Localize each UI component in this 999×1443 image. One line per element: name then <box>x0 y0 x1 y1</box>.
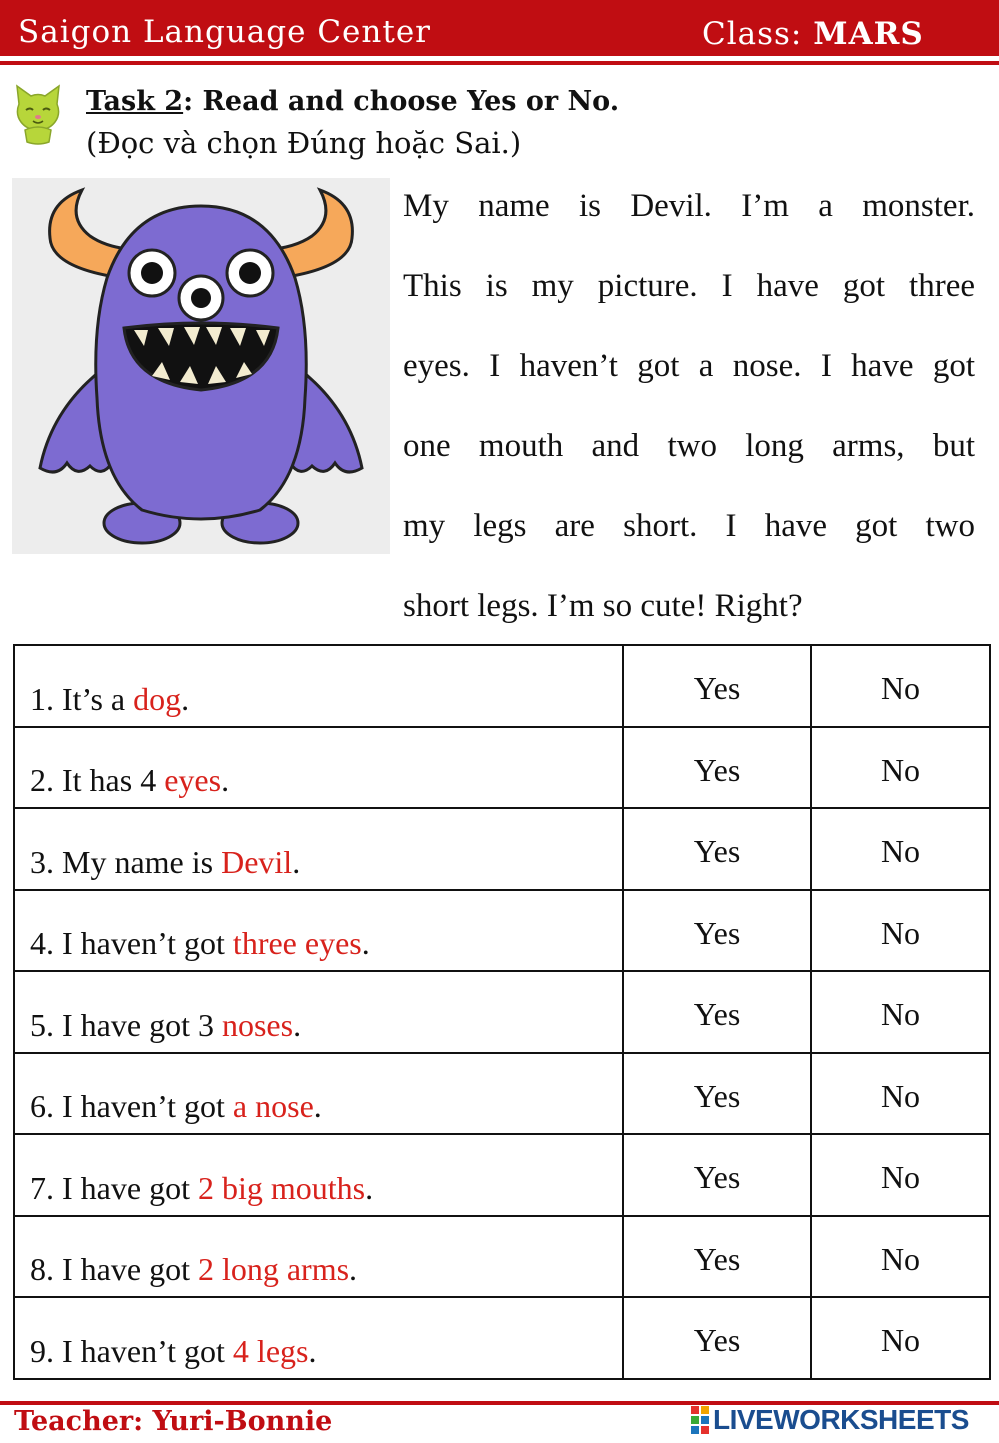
passage-line: This is my picture. I have got three <box>403 268 975 304</box>
yes-option[interactable]: Yes <box>623 890 811 972</box>
passage-line: short legs. I’m so cute! Right? <box>403 588 803 624</box>
class-info <box>702 16 924 52</box>
no-option[interactable]: No <box>811 808 990 890</box>
question-suffix: . <box>293 1006 302 1043</box>
table-row <box>14 808 990 890</box>
question-suffix: . <box>292 843 301 880</box>
question-suffix: . <box>361 925 370 961</box>
question-text <box>14 1053 623 1135</box>
no-option[interactable]: No <box>811 1216 990 1298</box>
liveworksheets-logo-icon <box>691 1406 709 1434</box>
task-translation: (Đọc và chọn Đúng hoặc Sai.) <box>86 126 522 160</box>
task-title <box>86 86 619 117</box>
yes-option[interactable]: Yes <box>623 1134 811 1216</box>
question-keyword: eyes <box>164 762 222 798</box>
task-instruction: : Read and choose Yes or No. <box>183 86 620 117</box>
yes-option[interactable]: Yes <box>623 1216 811 1298</box>
no-option[interactable]: No <box>811 1297 990 1379</box>
question-text <box>14 1216 623 1298</box>
header-divider <box>0 61 999 65</box>
question-prefix: 5. I have got 3 <box>30 1006 222 1043</box>
table-row <box>14 1216 990 1298</box>
question-suffix: . <box>349 1251 358 1287</box>
header-bar <box>0 0 999 56</box>
question-prefix: 4. I haven’t got <box>30 925 233 961</box>
question-text <box>14 808 623 890</box>
no-option[interactable]: No <box>811 727 990 809</box>
school-name: Saigon Language Center <box>18 14 431 50</box>
passage-line: My name is Devil. I’m a monster. <box>403 188 975 224</box>
yes-option[interactable]: Yes <box>623 727 811 809</box>
question-table <box>13 644 991 1380</box>
table-row <box>14 727 990 809</box>
monster-illustration <box>12 178 390 554</box>
no-option[interactable]: No <box>811 645 990 727</box>
question-keyword: dog <box>133 680 182 717</box>
question-suffix: . <box>365 1169 374 1206</box>
question-prefix: 6. I haven’t got <box>30 1088 233 1124</box>
question-prefix: 1. It’s a <box>30 680 134 717</box>
passage-line: one mouth and two long arms, but <box>403 428 975 464</box>
question-suffix: . <box>181 680 190 717</box>
question-keyword: a nose <box>232 1088 314 1124</box>
question-prefix: 7. I have got <box>30 1169 198 1206</box>
question-text <box>14 1134 623 1216</box>
cat-icon <box>13 84 63 146</box>
yes-option[interactable]: Yes <box>623 808 811 890</box>
question-suffix: . <box>313 1088 322 1124</box>
no-option[interactable]: No <box>811 1134 990 1216</box>
yes-option[interactable]: Yes <box>623 645 811 727</box>
question-prefix: 8. I have got <box>30 1251 198 1287</box>
question-text <box>14 645 623 727</box>
question-keyword: Devil <box>221 843 293 880</box>
question-suffix: . <box>221 762 230 798</box>
class-label: Class: <box>702 16 803 52</box>
yes-option[interactable]: Yes <box>623 1297 811 1379</box>
table-row <box>14 1134 990 1216</box>
yes-option[interactable]: Yes <box>623 971 811 1053</box>
table-row <box>14 645 990 727</box>
yes-option[interactable]: Yes <box>623 1053 811 1135</box>
question-text <box>14 890 623 972</box>
table-row <box>14 971 990 1053</box>
question-keyword: noses <box>221 1006 294 1043</box>
no-option[interactable]: No <box>811 971 990 1053</box>
teacher-name: Teacher: Yuri-Bonnie <box>14 1406 333 1437</box>
question-text <box>14 727 623 809</box>
question-keyword: 2 long arms <box>197 1251 350 1287</box>
no-option[interactable]: No <box>811 1053 990 1135</box>
question-prefix: 9. I haven’t got <box>30 1332 233 1369</box>
table-row <box>14 1053 990 1135</box>
question-prefix: 2. It has 4 <box>30 762 165 798</box>
no-option[interactable]: No <box>811 890 990 972</box>
question-keyword: 4 legs <box>232 1332 309 1369</box>
class-name: MARS <box>813 16 924 52</box>
passage-line: my legs are short. I have got two <box>403 508 975 544</box>
task-number: Task 2 <box>86 86 184 117</box>
table-row <box>14 890 990 972</box>
question-text <box>14 971 623 1053</box>
passage-line: eyes. I haven’t got a nose. I have got <box>403 348 975 384</box>
question-keyword: three eyes <box>232 925 362 961</box>
monster-picture <box>12 178 390 554</box>
question-prefix: 3. My name is <box>30 843 222 880</box>
liveworksheets-brand[interactable]: LIVEWORKSHEETS <box>713 1404 969 1435</box>
question-text <box>14 1297 623 1379</box>
question-keyword: 2 big mouths <box>197 1169 366 1206</box>
question-suffix: . <box>308 1332 317 1369</box>
table-row <box>14 1297 990 1379</box>
